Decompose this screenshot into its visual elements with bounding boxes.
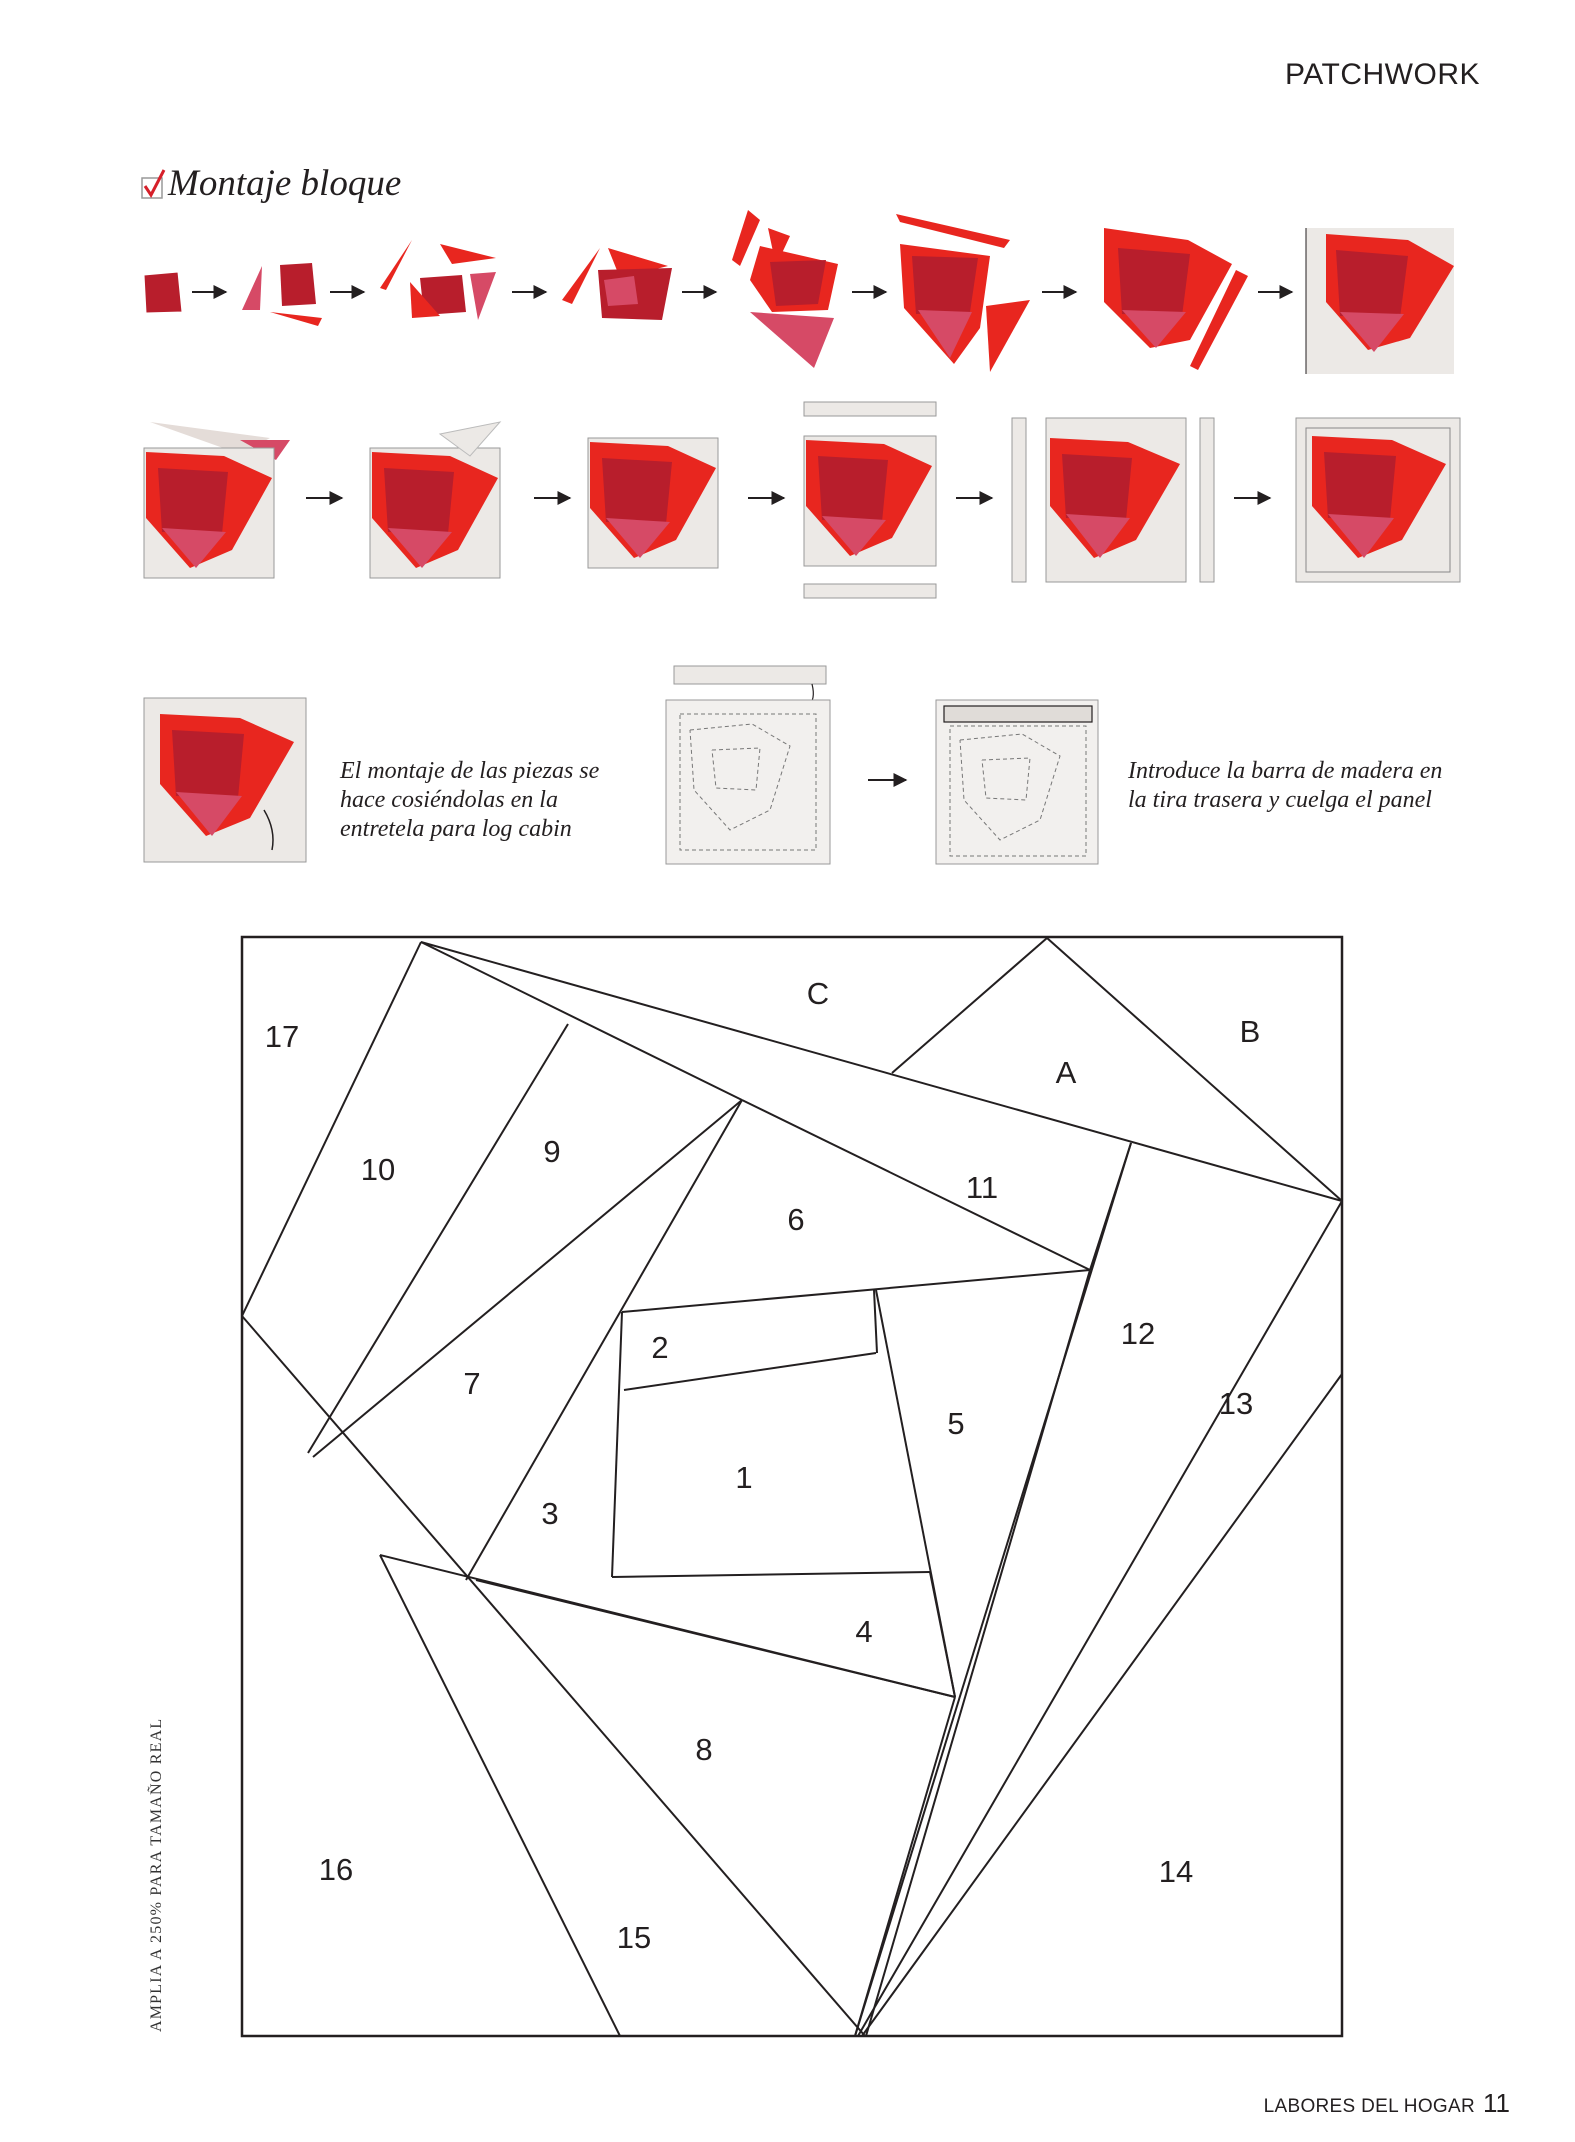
step-6-diagram xyxy=(896,214,1030,372)
step-8-diagram xyxy=(1306,228,1454,374)
pattern-label: C xyxy=(806,976,830,1011)
step-14-diagram xyxy=(1296,418,1460,582)
step-9-diagram xyxy=(144,422,290,578)
step-2-diagram xyxy=(242,263,322,326)
pattern-frame xyxy=(242,937,1342,2036)
pattern-label: 3 xyxy=(541,1496,559,1531)
pattern-label: 14 xyxy=(1158,1854,1194,1889)
pattern-labels xyxy=(265,976,1261,1955)
step-7-diagram xyxy=(1104,228,1248,370)
pattern-lines xyxy=(242,938,1342,2036)
step-10-diagram xyxy=(370,422,500,578)
caption-assembly-note: El montaje de las piezas se hace cosiéndolas en la entretela para log cabin xyxy=(340,758,600,842)
step-3-diagram xyxy=(380,240,496,320)
pattern-label: 7 xyxy=(463,1366,481,1401)
pattern-label: 8 xyxy=(695,1732,713,1767)
wooden-bar-diagram xyxy=(936,700,1098,864)
finished-block-diagram xyxy=(144,698,306,862)
pattern-label: 17 xyxy=(264,1019,300,1054)
step-5-diagram xyxy=(732,210,838,368)
assembly-steps-row-1 xyxy=(0,200,1575,390)
pattern-label: 4 xyxy=(855,1614,873,1649)
section-label: PATCHWORK xyxy=(1284,58,1480,91)
pattern-label: 9 xyxy=(543,1134,561,1169)
pattern-label: 15 xyxy=(616,1920,652,1955)
step-12-diagram xyxy=(804,402,936,598)
pattern-label: 12 xyxy=(1120,1316,1156,1351)
pattern-label: 6 xyxy=(787,1202,805,1237)
caption-hanging-note: Introduce la barra de madera en la tira trasera y cuelga el panel xyxy=(1128,758,1443,813)
step-13-diagram xyxy=(1012,418,1214,582)
pattern-label: 13 xyxy=(1218,1386,1254,1421)
heading-title: Montaje bloque xyxy=(168,163,402,204)
step-4-diagram xyxy=(562,248,672,320)
assembly-steps-row-2 xyxy=(0,400,1575,610)
pattern-label: 10 xyxy=(360,1152,396,1187)
step-11-diagram xyxy=(588,438,718,568)
enlarge-note: AMPLIA A 250% PARA TAMAÑO REAL xyxy=(148,1717,165,2032)
pattern-label: A xyxy=(1055,1055,1077,1090)
page-number: 11 xyxy=(1483,2088,1510,2118)
magazine-name: LABORES DEL HOGAR xyxy=(1263,2096,1475,2117)
checkmark-icon xyxy=(140,168,168,202)
pattern-label: 16 xyxy=(318,1852,354,1887)
pattern-label: B xyxy=(1239,1014,1261,1049)
pattern-label: 5 xyxy=(947,1406,965,1441)
back-sleeve-diagram xyxy=(666,666,830,864)
pattern-label: 1 xyxy=(735,1460,753,1495)
pattern-label: 2 xyxy=(651,1330,669,1365)
page-footer xyxy=(1240,2088,1510,2119)
step-1-diagram xyxy=(144,272,182,313)
pattern-label: 11 xyxy=(965,1170,999,1205)
